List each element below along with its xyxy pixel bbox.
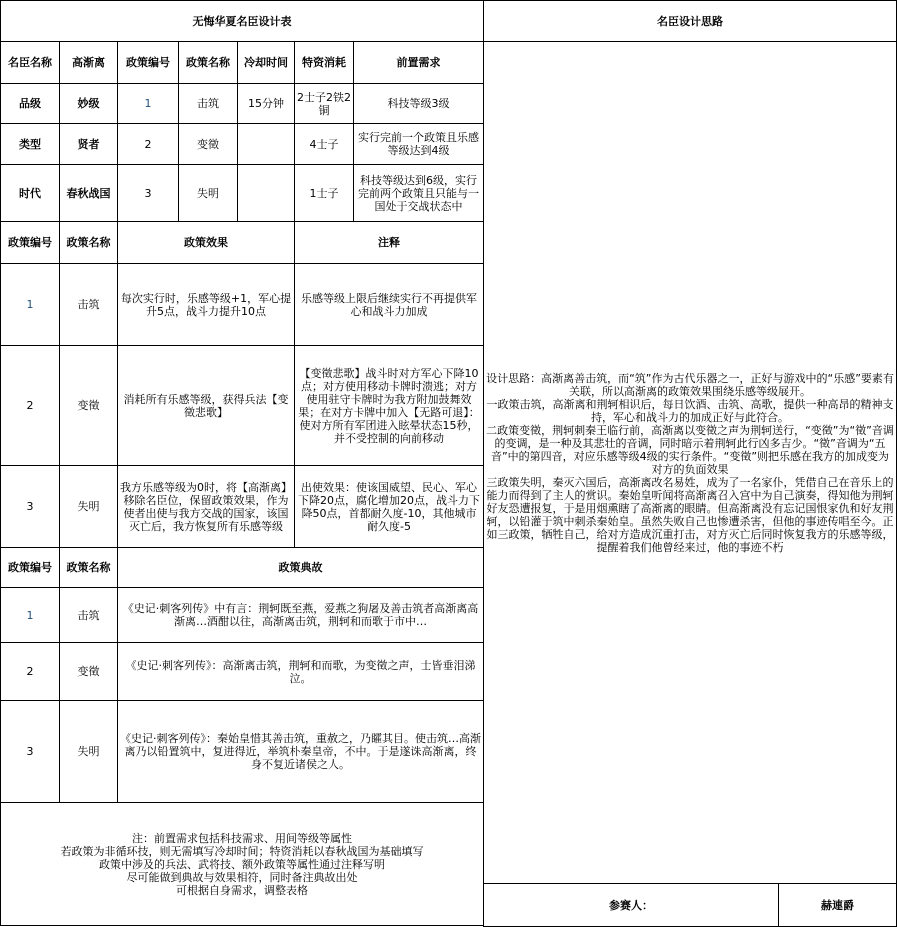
effect-text: 我方乐感等级为0时，将【高渐离】移除名臣位，保留政策效果，作为使者出使与我方交战的国家，该国灭亡后，我方恢复所有乐感等级: [118, 466, 295, 548]
attr-label: 时代: [1, 165, 60, 222]
policy-cost: 4士子: [295, 124, 354, 165]
effect-note: 【变徵悲歌】战斗时对方军心下降10点；对方使用移动卡牌时溃逃；对方使用驻守卡牌时为我方附加鼓舞效果；在对方卡牌中加入【无路可退】：使对方所有军团进入眩晕状态15秒，并不受控制的向前移动: [295, 346, 484, 466]
idea-title: 名臣设计思路: [484, 1, 897, 42]
policy-name: 击筑: [179, 84, 238, 124]
policy-id: 1: [118, 84, 179, 124]
policy-cooldown: 15分钟: [238, 84, 295, 124]
minister-name: 高渐离: [60, 42, 118, 84]
story-name: 击筑: [60, 588, 118, 643]
story-row: [1, 588, 484, 643]
attr-value: 贤者: [60, 124, 118, 165]
policy-cost: 2士子2铁2铜: [295, 84, 354, 124]
policy-row: [1, 124, 484, 165]
header-cell: 政策名称: [179, 42, 238, 84]
header-cell: 政策编号: [1, 548, 60, 588]
policy-id: 2: [118, 124, 179, 165]
policy-row: [1, 84, 484, 124]
participant-row: [484, 884, 897, 927]
attr-value: 妙级: [60, 84, 118, 124]
policy-req: 科技等级达到6级，实行完前两个政策且只能与一国处于交战状态中: [354, 165, 484, 222]
policy-req: 实行完前一个政策且乐感等级达到4级: [354, 124, 484, 165]
effect-note: 出使效果：使该国威望、民心、军心下降20点，腐化增加20点，战斗力下降50点，首都耐久度-10，其他城市耐久度-5: [295, 466, 484, 548]
header-row: [1, 42, 484, 84]
attr-label: 类型: [1, 124, 60, 165]
effects-header-row: [1, 222, 484, 264]
policy-row: [1, 165, 484, 222]
policy-name: 失明: [179, 165, 238, 222]
sheet-title: 无悔华夏名臣设计表: [1, 1, 484, 42]
design-idea-text: 设计思路：高渐离善击筑，而“筑”作为古代乐器之一，正好与游戏中的“乐感”要素有关联，所以高渐离的政策效果围绕乐感等级展开。 一政策击筑，高渐离和荆轲相识后，每日饮酒、击筑、高歌，提供一种高昂的精神支持，军心和战斗力的加成正好与此符合。 二政策变徵，荆轲刺秦王临行前，高渐离以变徵之声为荆轲送行，“变徵”为“徵”音调的变调，是一种及其悲壮的音调，同时暗示着荆轲此行凶多吉少。“徵”音调为“五音”中的第四音，对应乐感等级4级的实行条件。“变徵”则把乐感在我方的加成变为对方的负面效果 三政策失明，秦灭六国后，高渐离改名易姓，成为了一名家仆，凭借自己在音乐上的能力而得到了主人的赏识。秦始皇听闻将高渐离召入宫中为自己演奏，得知他为荆轲好友恐遭报复，于是用烟熏瞎了高渐离的眼睛。但高渐离没有忘记国恨家仇和好友荆轲，以铅灌于筑中刺杀秦始皇。虽然失败自己也惨遭杀害，但他的事迹传唱至今。正如三政策，牺牲自己，给对方造成沉重打击，对方灭亡后同时恢复我方的乐感等级，提醒着我们他曾经来过，他的事迹不朽: [484, 42, 897, 884]
header-cell: 注释: [295, 222, 484, 264]
policy-id: 3: [118, 165, 179, 222]
story-id: 1: [1, 588, 60, 643]
effect-note: 乐感等级上限后继续实行不再提供军心和战斗力加成: [295, 264, 484, 346]
policy-name: 变徵: [179, 124, 238, 165]
header-cell: 政策编号: [1, 222, 60, 264]
effect-id: 3: [1, 466, 60, 548]
idea-table: [483, 0, 897, 927]
header-cell: 政策效果: [118, 222, 295, 264]
effect-name: 变徵: [60, 346, 118, 466]
header-cell: 政策典故: [118, 548, 484, 588]
story-header-row: [1, 548, 484, 588]
story-row: [1, 643, 484, 701]
header-cell: 政策名称: [60, 548, 118, 588]
attr-label: 品级: [1, 84, 60, 124]
participant-label: 参赛人：: [484, 884, 779, 927]
attr-value: 春秋战国: [60, 165, 118, 222]
effect-id: 2: [1, 346, 60, 466]
effect-name: 失明: [60, 466, 118, 548]
story-id: 2: [1, 643, 60, 701]
header-cell: 政策编号: [118, 42, 179, 84]
header-cell: 前置需求: [354, 42, 484, 84]
footnote: 注：前置需求包括科技需求、用间等级等属性 若政策为非循环技，则无需填写冷却时间；特资消耗以春秋战国为基础填写 政策中涉及的兵法、武将技、额外政策等属性通过注释写明 尽可能做到典故与效果相符，同时备注典故出处 可根据自身需求，调整表格: [1, 803, 484, 926]
effect-name: 击筑: [60, 264, 118, 346]
header-cell: 名臣名称: [1, 42, 60, 84]
policy-req: 科技等级3级: [354, 84, 484, 124]
policy-cooldown: [238, 165, 295, 222]
right-panel: [483, 0, 897, 927]
story-text: 《史记·刺客列传》：高渐离击筑，荆轲和而歌，为变徵之声，士皆垂泪涕泣。: [118, 643, 484, 701]
story-text: 《史记·刺客列传》：秦始皇惜其善击筑，重赦之，乃矐其目。使击筑…高渐离乃以铅置筑中，复进得近，举筑朴秦皇帝，不中。于是遂诛高渐离，终身不复近诸侯之人。: [118, 701, 484, 803]
footnote-row: [1, 803, 484, 926]
story-id: 3: [1, 701, 60, 803]
policy-cost: 1士子: [295, 165, 354, 222]
effect-text: 消耗所有乐感等级，获得兵法【变徵悲歌】: [118, 346, 295, 466]
header-cell: 政策名称: [60, 222, 118, 264]
effect-row: [1, 346, 484, 466]
header-cell: 冷却时间: [238, 42, 295, 84]
effect-id: 1: [1, 264, 60, 346]
participant-name: 赫連爵: [779, 884, 897, 927]
effect-row: [1, 466, 484, 548]
effect-text: 每次实行时，乐感等级+1，军心提升5点，战斗力提升10点: [118, 264, 295, 346]
story-name: 变徵: [60, 643, 118, 701]
story-name: 失明: [60, 701, 118, 803]
policy-cooldown: [238, 124, 295, 165]
story-text: 《史记·刺客列传》中有言：荆轲既至燕，爱燕之狗屠及善击筑者高渐离高渐离…酒酣以往，高渐离击筑，荆轲和而歌于市中…: [118, 588, 484, 643]
header-cell: 特资消耗: [295, 42, 354, 84]
story-row: [1, 701, 484, 803]
effect-row: [1, 264, 484, 346]
